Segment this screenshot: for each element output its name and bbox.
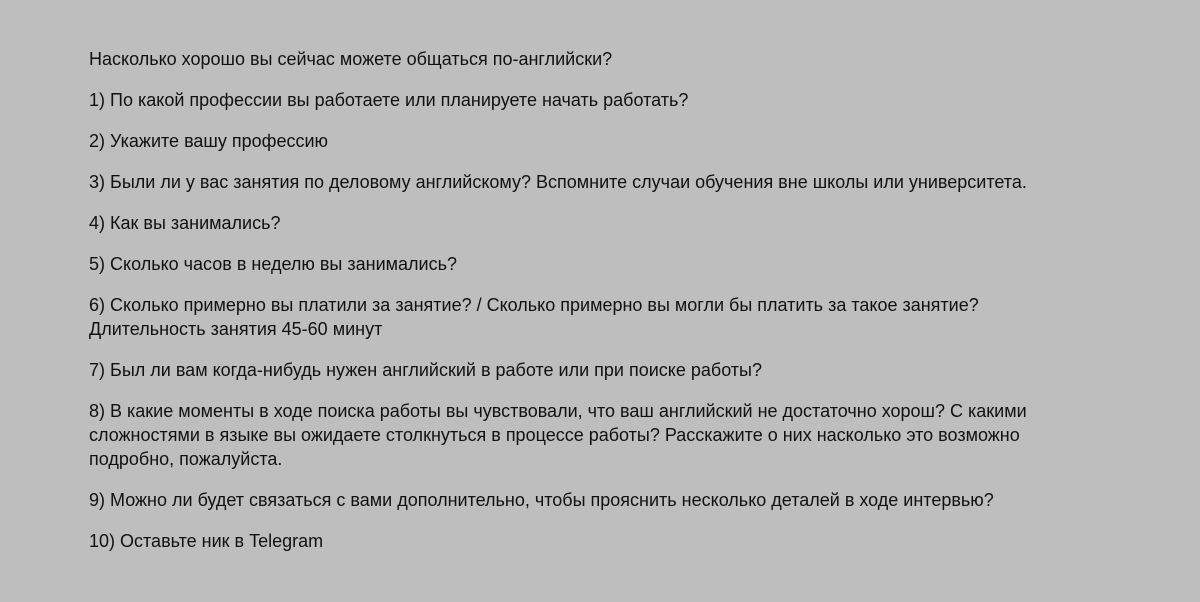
question-1: 1) По какой профессии вы работаете или планируете начать работать? — [89, 90, 689, 110]
question-2: 2) Укажите вашу профессию — [89, 131, 329, 151]
questionnaire-title: Насколько хорошо вы сейчас можете общаться по-английски? — [89, 49, 613, 69]
questionnaire — [89, 47, 1119, 553]
question-10: 10) Оставьте ник в Telegram — [89, 531, 324, 551]
question-4: 4) Как вы занимались? — [89, 213, 281, 233]
question-5: 5) Сколько часов в неделю вы занимались? — [89, 254, 457, 274]
question-9: 9) Можно ли будет связаться с вами дополнительно, чтобы прояснить несколько деталей в ходе интервью? — [89, 490, 994, 510]
question-6: 6) Сколько примерно вы платили за занятие? / Сколько примерно вы могли бы платить за такое занятие? Длительность занятия 45-60 минут — [89, 295, 979, 339]
question-3: 3) Были ли у вас занятия по деловому английскому? Вспомните случаи обучения вне школы или университета. — [89, 172, 1027, 192]
question-7: 7) Был ли вам когда-нибудь нужен английский в работе или при поиске работы? — [89, 360, 762, 380]
question-8: 8) В какие моменты в ходе поиска работы вы чувствовали, что ваш английский не достаточно хорош? С какими сложностями в языке вы ожидаете столкнуться в процессе работы? Расскажите о них насколько это возможно подробно, пожалуйста. — [89, 401, 1027, 469]
